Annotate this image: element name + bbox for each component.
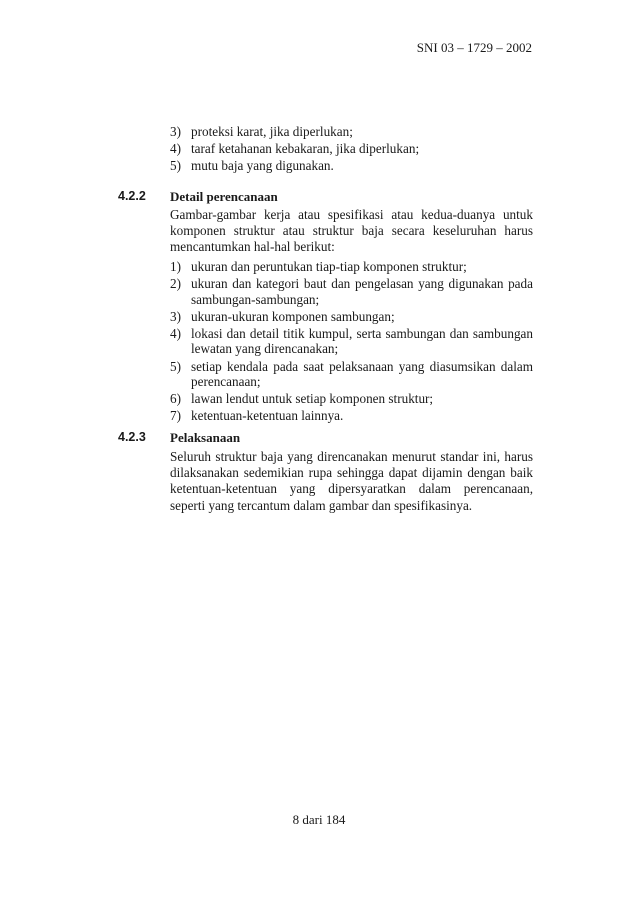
top-list: [170, 124, 533, 175]
list-item-number: 3): [170, 124, 181, 139]
list-item-text: ukuran dan kategori baut dan pengelasan yang digunakan pada sambungan-sambungan;: [191, 276, 533, 307]
list-item: [170, 259, 533, 275]
list-item: [170, 141, 533, 157]
list-item-number: 3): [170, 308, 181, 324]
list-item: [170, 408, 533, 424]
list-item-text: lawan lendut untuk setiap komponen struktur;: [191, 391, 434, 407]
section-intro-paragraph: Gambar-gambar kerja atau spesifikasi atau kedua-duanya untuk komponen struktur atau struktur baja secara keseluruhan harus mencantumkan hal-hal berikut:: [170, 207, 533, 255]
list-item: [170, 391, 533, 407]
list-item-text: ukuran dan peruntukan tiap-tiap komponen struktur;: [191, 259, 467, 274]
section-body-paragraph: Seluruh struktur baja yang direncanakan menurut standar ini, harus dilaksanakan sedemikian rupa sehingga dapat dijamin dengan baik ketentuan-ketentuan yang dipersyaratkan dalam perencanaan, seperti yang tercantum dalam gambar dan spesifikasinya.: [170, 449, 533, 513]
list-item-number: 4): [170, 141, 181, 157]
list-item-text: ketentuan-ketentuan lainnya.: [191, 408, 344, 424]
list-item: [170, 326, 533, 357]
list-item-number: 5): [170, 358, 181, 374]
list-item-number: 7): [170, 408, 181, 424]
requirements-list: [170, 259, 533, 425]
list-item: [170, 158, 533, 174]
list-item-text: proteksi karat, jika diperlukan;: [191, 124, 353, 139]
section-number: 4.2.3: [118, 430, 146, 444]
list-item: [170, 276, 533, 307]
list-item-number: 1): [170, 259, 181, 274]
list-item: [170, 309, 533, 325]
list-item-text: ukuran-ukuran komponen sambungan;: [191, 308, 395, 324]
list-item-text: lokasi dan detail titik kumpul, serta sambungan dan sambungan lewatan yang direncanakan;: [191, 325, 533, 357]
list-item-number: 2): [170, 276, 181, 292]
list-item-text: setiap kendala pada saat pelaksanaan yang diasumsikan dalam perencanaan;: [191, 358, 533, 390]
document-code-header: SNI 03 – 1729 – 2002: [416, 40, 532, 55]
section-number: 4.2.2: [118, 189, 146, 203]
list-item-number: 5): [170, 158, 181, 174]
list-item-number: 4): [170, 325, 181, 341]
section-title: Detail perencanaan: [170, 189, 278, 204]
page-number-footer: 8 dari 184: [292, 812, 346, 827]
list-item: [170, 359, 533, 390]
list-item-number: 6): [170, 391, 181, 407]
list-item-text: mutu baja yang digunakan.: [191, 158, 334, 174]
list-item-text: taraf ketahanan kebakaran, jika diperlukan;: [191, 141, 420, 157]
section-title: Pelaksanaan: [170, 430, 241, 445]
list-item: [170, 124, 533, 140]
